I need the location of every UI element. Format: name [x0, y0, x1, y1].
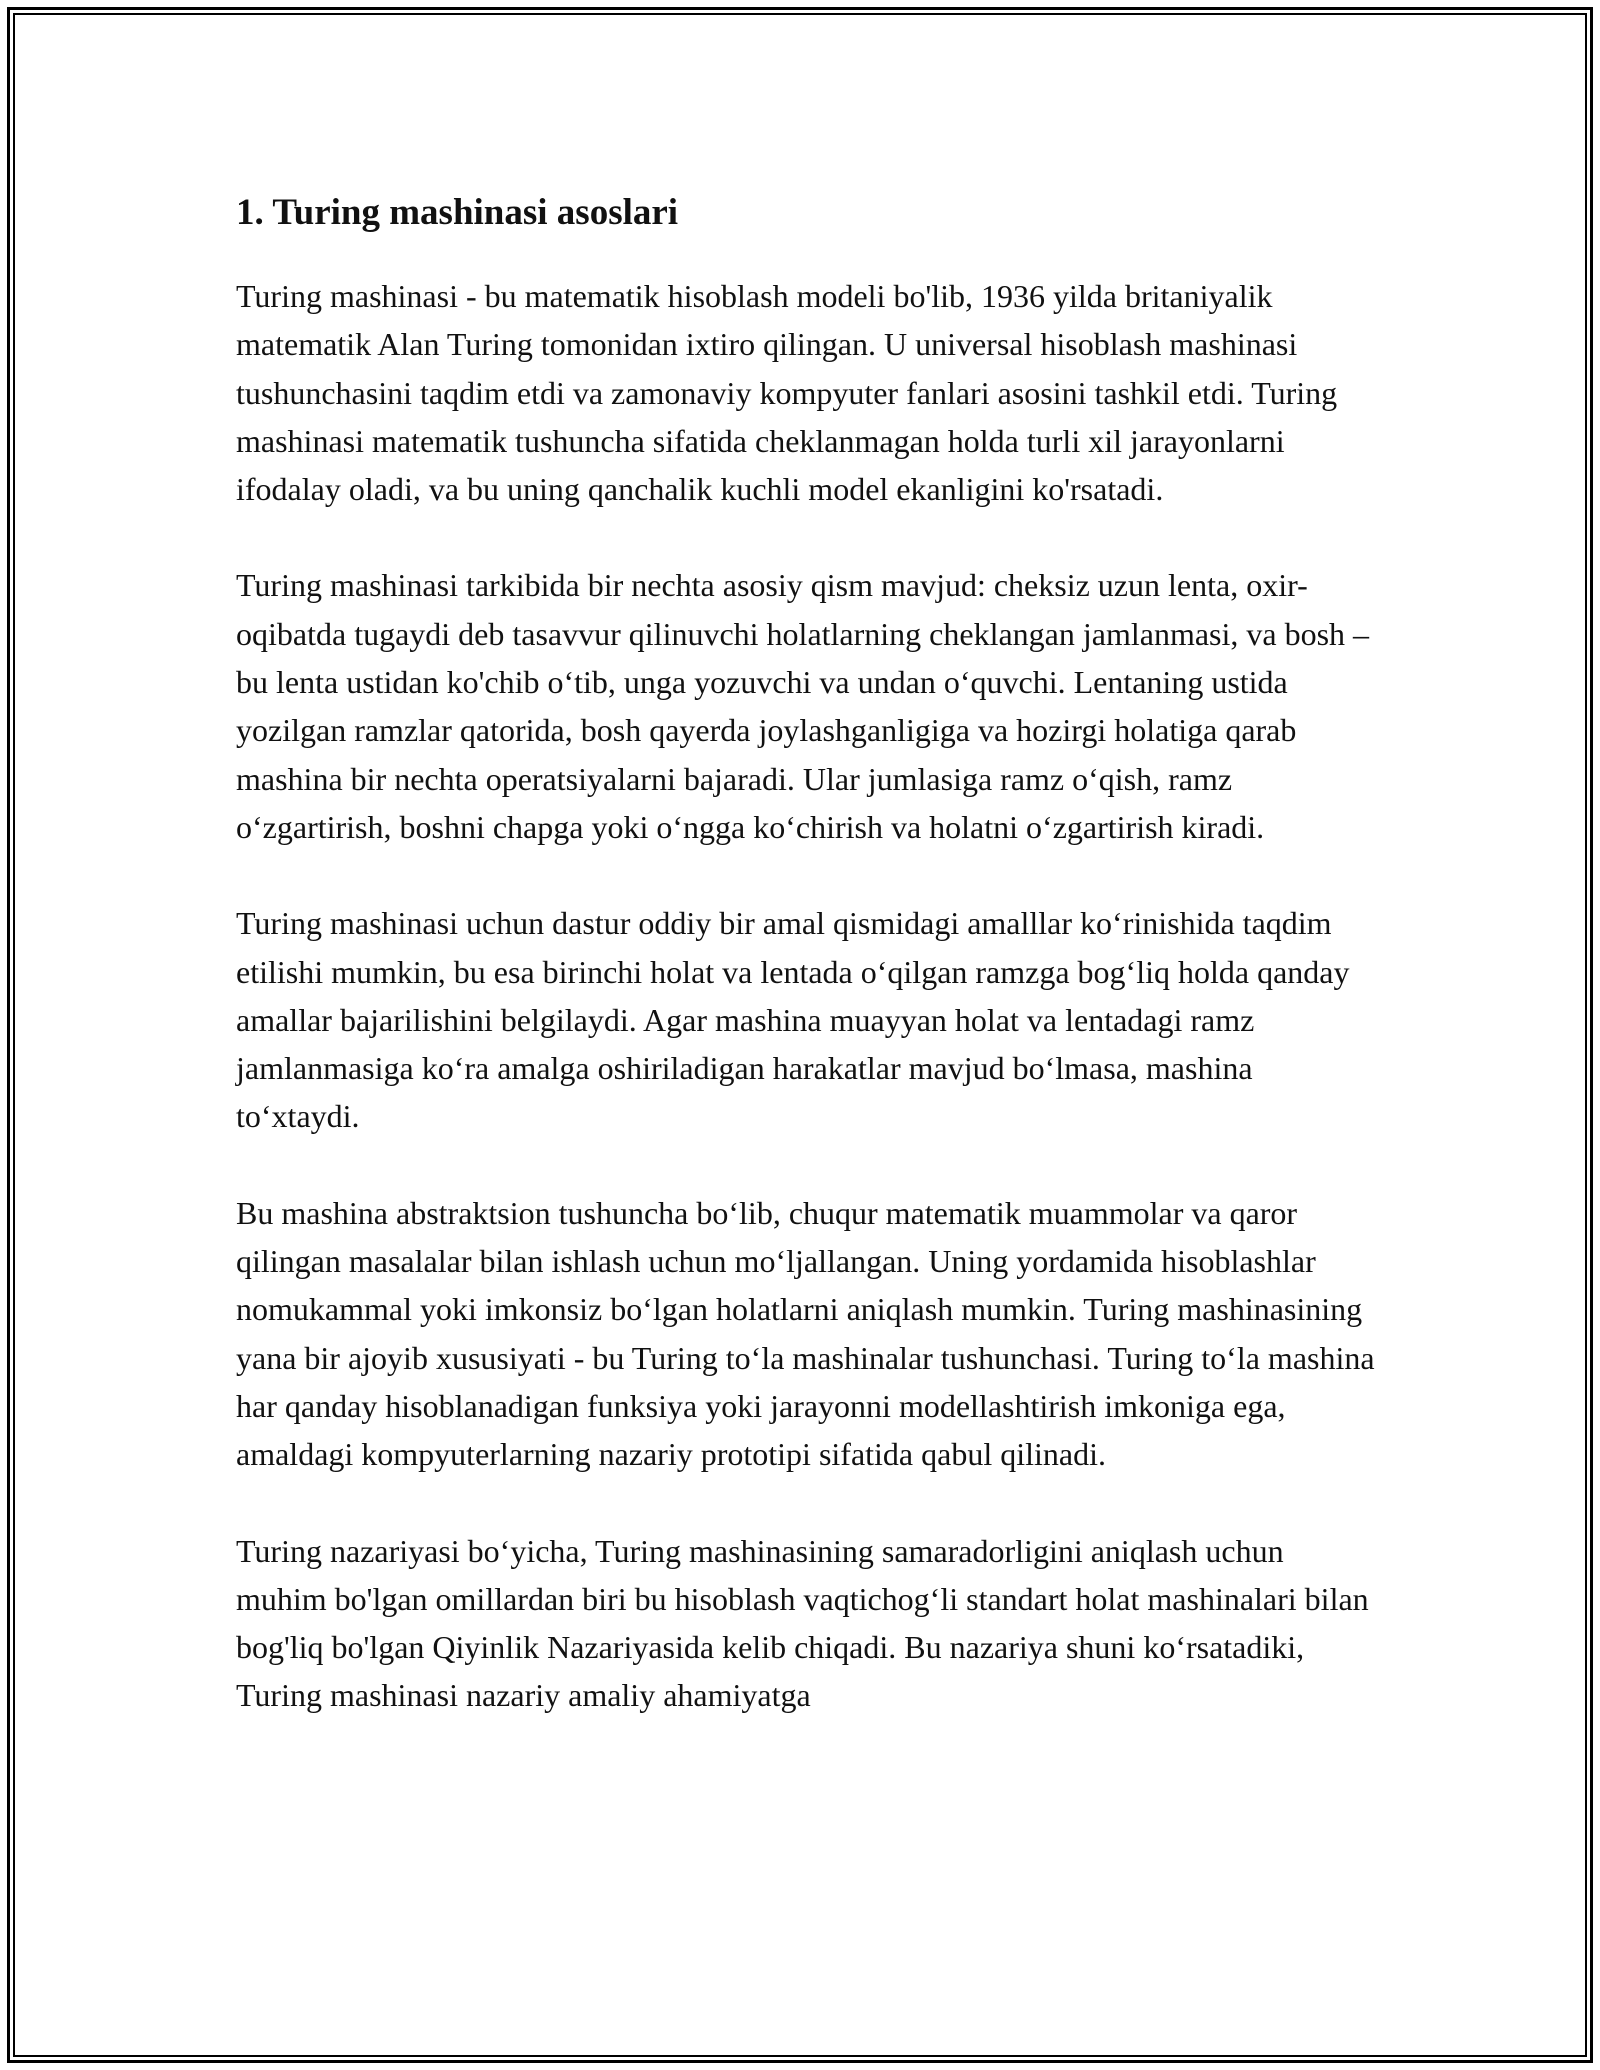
- paragraph-5: Turing nazariyasi bo‘yicha, Turing mashinasining samaradorligini aniqlash uchun muhim bo'lgan omillardan biri bu hisoblash vaqtichog‘li standart holat mashinalari bilan bog'liq bo'lgan Qiyinlik Nazariyasida kelib chiqadi. Bu nazariya shuni ko‘rsatadiki, Turing mashinasi nazariy amaliy ahamiyatga: [236, 1532, 1369, 1714]
- paragraph-2: Turing mashinasi tarkibida bir nechta asosiy qism mavjud: cheksiz uzun lenta, oxir-oqibatda tugaydi deb tasavvur qilinuvchi holatlarning cheklangan jamlanmasi, va bosh – bu lenta ustidan ko'chib o‘tib, unga yozuvchi va undan o‘quvchi. Lentaning ustida yozilgan ramzlar qatorida, bosh qayerda joylashganligiga va hozirgi holatiga qarab mashina bir nechta operatsiyalarni bajaradi. Ular jumlasiga ramz o‘qish, ramz o‘zgartirish, boshni chapga yoki o‘ngga ko‘chirish va holatni o‘zgartirish kiradi.: [236, 567, 1370, 845]
- section-heading: 1. Turing mashinasi asoslari: [236, 192, 679, 233]
- paragraph-3: Turing mashinasi uchun dastur oddiy bir amal qismidagi amalllar ko‘rinishida taqdim etilishi mumkin, bu esa birinchi holat va lentada o‘qilgan ramzga bog‘liq holda qanday amallar bajarilishini belgilaydi. Agar mashina muayyan holat va lentadagi ramz jamlanmasiga ko‘ra amalga oshiriladigan harakatlar mavjud bo‘lmasa, mashina to‘xtaydi.: [236, 905, 1350, 1135]
- paragraph-1: Turing mashinasi - bu matematik hisoblash modeli bo'lib, 1936 yilda britaniyalik matematik Alan Turing tomonidan ixtiro qilingan. U universal hisoblash mashinasi tushunchasini taqdim etdi va zamonaviy kompyuter fanlari asosini tashkil etdi. Turing mashinasi matematik tushuncha sifatida cheklanmagan holda turli xil jarayonlarni ifodalay oladi, va bu uning qanchalik kuchli model ekanligini ko'rsatadi.: [236, 278, 1338, 508]
- paragraph-4: Bu mashina abstraktsion tushuncha bo‘lib, chuqur matematik muammolar va qaror qilingan masalalar bilan ishlash uchun mo‘ljallangan. Uning yordamida hisoblashlar nomukammal yoki imkonsiz bo‘lgan holatlarni aniqlash mumkin. Turing mashinasining yana bir ajoyib xususiyati - bu Turing to‘la mashinalar tushunchasi. Turing to‘la mashina har qanday hisoblanadigan funksiya yoki jarayonni modellashtirish imkoniga ega, amaldagi kompyuterlarning nazariy prototipi sifatida qabul qilinadi.: [236, 1194, 1375, 1473]
- document-body: [236, 186, 1376, 1768]
